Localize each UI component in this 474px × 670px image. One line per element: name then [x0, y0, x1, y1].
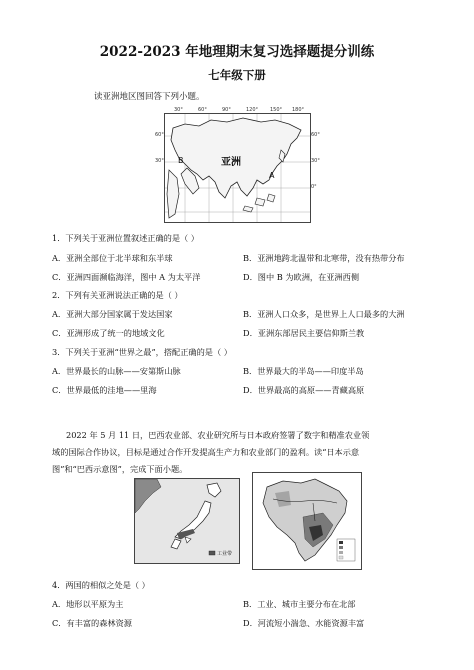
section2-paragraph-line: 2022 年 5 月 11 日，巴西农业部、农业研究所与日本政府签署了数字和精准农业领: [66, 430, 370, 440]
option-d: D．河流短小湍急、水能资源丰富: [243, 618, 365, 628]
question-stem: 1．下列关于亚洲位置叙述正确的是（ ）: [52, 233, 199, 243]
section2-paragraph-line: 图”和“巴西示意图”，完成下面小题。: [52, 464, 188, 474]
map-label-asia: 亚洲: [221, 157, 241, 168]
page-subtitle: 七年级下册: [208, 68, 266, 82]
option-d: D．亚洲东部居民主要信仰斯兰教: [243, 328, 365, 338]
map-tick-top: 180°: [292, 107, 305, 113]
map-tick-right: 0°: [311, 184, 317, 190]
option-b: B．亚洲人口众多，是世界上人口最多的大洲: [243, 309, 405, 319]
map-tick-right: 30°: [311, 158, 320, 164]
option-d: D．世界最高的高原——青藏高原: [243, 385, 365, 395]
section1-intro: 读亚洲地区图回答下列小题。: [94, 92, 205, 102]
option-a: A．世界最长的山脉——安第斯山脉: [52, 366, 181, 376]
option-c: C．世界最低的洼地——里海: [52, 385, 157, 395]
option-b: B．亚洲地跨北温带和北寒带，没有热带分布: [243, 253, 405, 263]
asia-map-drawing: [165, 114, 310, 222]
option-c: C．亚洲四面濒临海洋，图中 A 为太平洋: [52, 272, 201, 282]
map-tick-top: 60°: [198, 107, 207, 113]
option-c: C．亚洲形成了统一的地域文化: [52, 328, 165, 338]
map-tick-top: 150°: [270, 107, 283, 113]
japan-map: [134, 478, 240, 564]
option-b: B．世界最大的半岛——印度半岛: [243, 366, 364, 376]
page-title: 2022-2023 年地理期末复习选择题提分训练: [99, 44, 375, 60]
asia-map: [164, 113, 311, 223]
question-stem: 3．下列关于亚洲“世界之最”，搭配正确的是（ ）: [52, 347, 232, 357]
japan-legend-industrial-belt: 工业带: [217, 551, 233, 557]
map-tick-top: 90°: [222, 107, 231, 113]
map-tick-left: 30°: [155, 158, 164, 164]
section2-paragraph-line: 域的国际合作协议，目标是通过合作开发提高生产力和农业部门的盈利。读“日本示意: [52, 447, 360, 457]
option-a: A．亚洲大部分国家属于发达国家: [52, 309, 173, 319]
question-stem: 2．下列有关亚洲说法正确的是（ ）: [52, 290, 183, 300]
map-tick-right: 60°: [311, 132, 320, 138]
map-tick-top: 120°: [246, 107, 259, 113]
question-stem: 4．两国的相似之处是（ ）: [52, 580, 150, 590]
option-a: A．亚洲全部位于北半球和东半球: [52, 253, 173, 263]
map-tick-left: 60°: [155, 132, 164, 138]
map-label-a: A: [269, 171, 275, 180]
option-c: C．有丰富的森林资源: [52, 618, 132, 628]
brazil-map-drawing: [253, 473, 361, 569]
brazil-map: [252, 472, 362, 570]
option-a: A．地形以平原为主: [52, 599, 124, 609]
option-b: B．工业、城市主要分布在北部: [243, 599, 356, 609]
option-d: D．图中 B 为欧洲，在亚洲西侧: [243, 272, 360, 282]
map-tick-top: 30°: [174, 107, 183, 113]
map-label-b: B: [178, 156, 184, 165]
